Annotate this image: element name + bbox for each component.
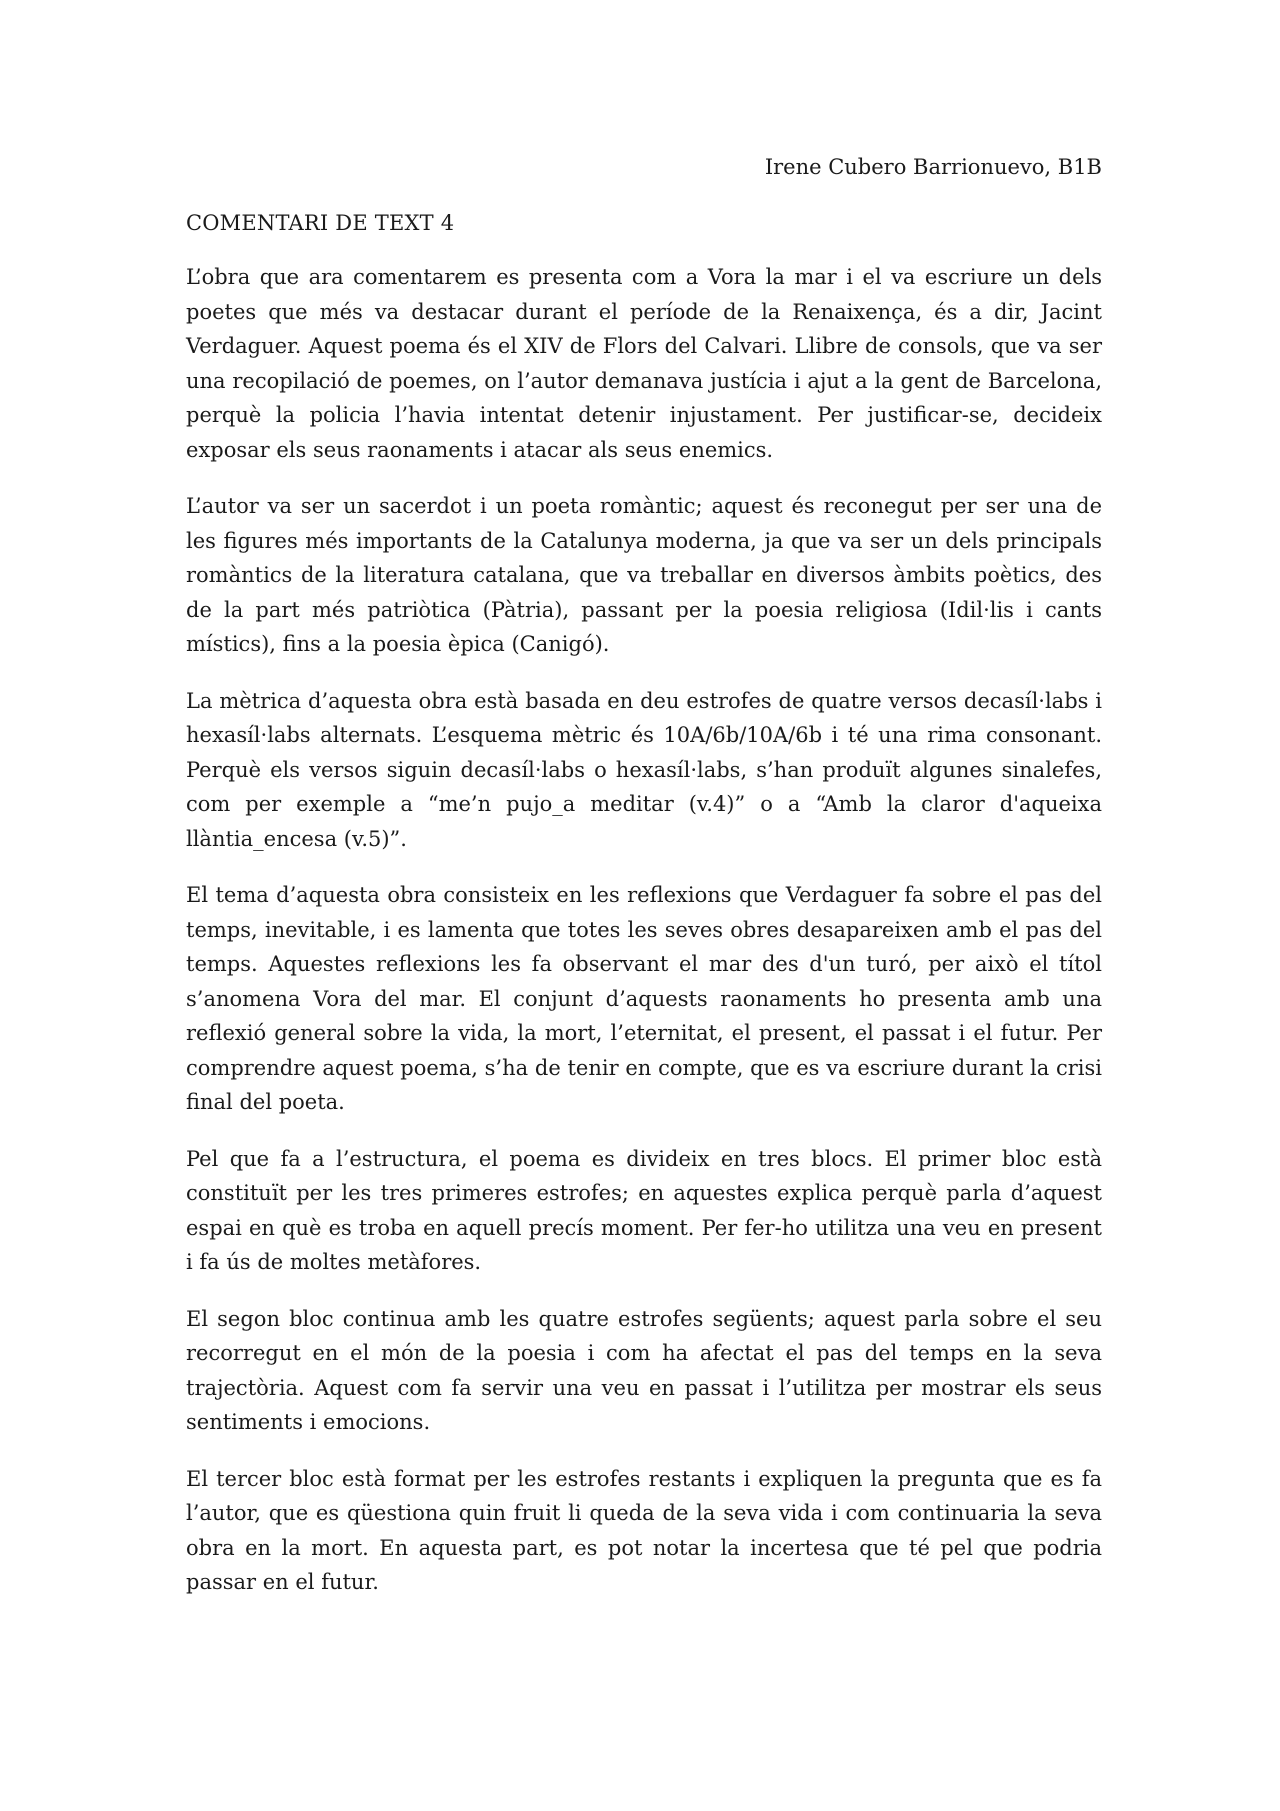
paragraph-2: L’autor va ser un sacerdot i un poeta romàntic; aquest és reconegut per ser una de les figures més importants de la Catalunya moderna, ja que va ser un dels principals romàntics de la literatura catalana, que va treballar en diversos àmbits poètics, des de la part més patriòtica (Pàtria), passant per la poesia religiosa (Idil·lis i cants místics), fins a la poesia èpica (Canigó). [186, 494, 1102, 656]
paragraph-5: Pel que fa a l’estructura, el poema es divideix en tres blocs. El primer bloc està constituït per les tres primeres estrofes; en aquestes explica perquè parla d’aquest espai en què es troba en aquell precís moment. Per fer-ho utilitza una veu en present i fa ús de moltes metàfores. [186, 1146, 1102, 1274]
paragraph-1: L’obra que ara comentarem es presenta com a Vora la mar i el va escriure un dels poetes que més va destacar durant el període de la Renaixença, és a dir, Jacint Verdaguer. Aquest poema és el XIV de Flors del Calvari. Llibre de consols, que va ser una recopilació de poemes, on l’autor demanava justícia i ajut a la gent de Barcelona, perquè la policia l’havia intentat detenir injustament. Per justificar-se, decideix exposar els seus raonaments i atacar als seus enemics. [186, 265, 1102, 462]
paragraph-3: La mètrica d’aquesta obra està basada en deu estrofes de quatre versos decasíl·labs i hexasíl·labs alternats. L’esquema mètric és 10A/6b/10A/6b i té una rima consonant. Perquè els versos siguin decasíl·labs o hexasíl·labs, s’han produït algunes sinalefes, com per exemple a “me’n pujo_a meditar (v.4)” o a “Amb la claror d'aqueixa llàntia_encesa (v.5)”. [186, 688, 1102, 851]
paragraph-4: El tema d’aquesta obra consisteix en les reflexions que Verdaguer fa sobre el pas del temps, inevitable, i es lamenta que totes les seves obres desapareixen amb el pas del temps. Aquestes reflexions les fa observant el mar des d'un turó, per això el títol s’anomena Vora del mar. El conjunt d’aquests raonaments ho presenta amb una reflexió general sobre la vida, la mort, l’eternitat, el present, el passat i el futur. Per comprendre aquest poema, s’ha de tenir en compte, que es va escriure durant la crisi final del poeta. [186, 883, 1102, 1114]
paragraph-6: El segon bloc continua amb les quatre estrofes següents; aquest parla sobre el seu recorregut en el món de la poesia i com ha afectat el pas del temps en la seva trajectòria. Aquest com fa servir una veu en passat i l’utilitza per mostrar els seus sentiments i emocions. [186, 1306, 1102, 1434]
document-title: COMENTARI DE TEXT 4 [186, 211, 455, 235]
author-line: Irene Cubero Barrionuevo, B1B [764, 155, 1102, 179]
paragraph-7: El tercer bloc està format per les estrofes restants i expliquen la pregunta que es fa l’autor, que es qüestiona quin fruit li queda de la seva vida i com continuaria la seva obra en la mort. En aquesta part, es pot notar la incertesa que té pel que podria passar en el futur. [186, 1466, 1102, 1594]
document-body [186, 150, 1102, 1622]
